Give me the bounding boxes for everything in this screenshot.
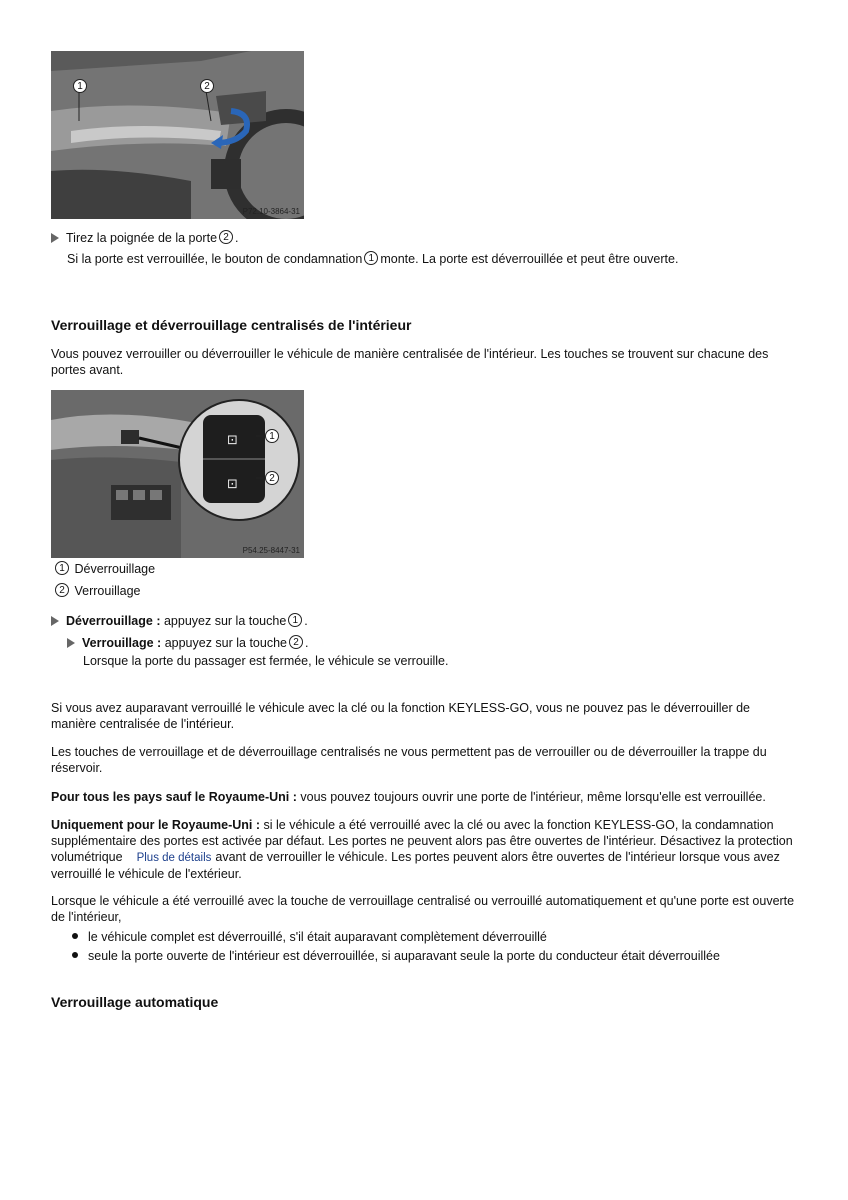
section-heading-central-locking: Verrouillage et déverrouillage centralisés de l'intérieur [51, 317, 412, 333]
door-handle-illustration [51, 51, 304, 219]
paragraph-text: si le véhicule a été verrouillé avec la clé ou avec la fonction KEYLESS-GO, la condamnation supplémentaire des portes est activée par défaut. Les portes ne peuvent alors pas être ouvertes de l'intérieur. Désactivez la protection volumétrique [51, 818, 793, 864]
step-end: . [305, 636, 309, 650]
bullet-item [72, 948, 812, 964]
step-arrow-icon [51, 233, 59, 243]
callout-2: 2 [200, 79, 214, 93]
step-num: 2 [289, 635, 303, 649]
paragraph-fuel-flap: Les touches de verrouillage et de déverrouillage centralisés ne vous permettent pas de verrouiller ou de déverrouiller la trappe du réservoir. [51, 745, 767, 775]
paragraph-text-end: avant de verrouiller le véhicule. Les portes peuvent alors être ouvertes de l'intérieur lorsque vous avez verrouillé le véhicule de l'extérieur. [51, 850, 780, 881]
legend-label: Déverrouillage [74, 562, 156, 576]
step-bold: Déverrouillage : [66, 614, 161, 628]
step-num: 1 [288, 613, 302, 627]
legend-label: Verrouillage [74, 584, 141, 598]
callout-1: 1 [73, 79, 87, 93]
callout-2: 2 [265, 471, 279, 485]
bullet-icon [72, 933, 78, 939]
step-bold: Verrouillage : [82, 636, 162, 650]
figure-code: P54.25-8447-31 [242, 546, 300, 555]
legend-num: 2 [55, 583, 69, 597]
step-end: . [235, 231, 239, 245]
step-arrow-icon [67, 638, 75, 648]
more-details-link[interactable]: Plus de détails [136, 852, 212, 864]
door-handle-figure [51, 51, 304, 219]
step-text: appuyez sur la touche [163, 614, 287, 628]
legend-item [53, 583, 141, 599]
bullet-text: seule la porte ouverte de l'intérieur est déverrouillée, si auparavant seule la porte du conducteur était déverrouillée [88, 949, 720, 963]
paragraph-bold: Pour tous les pays sauf le Royaume-Uni : [51, 790, 297, 804]
substep-num: 1 [364, 251, 378, 265]
paragraph-keyless: Si vous avez auparavant verrouillé le véhicule avec la clé ou la fonction KEYLESS-GO, vous ne pouvez pas le déverrouiller de manière centralisée de l'intérieur. [51, 701, 750, 731]
step-arrow-icon [51, 616, 59, 626]
figure-code: P72.10-3864-31 [242, 207, 300, 216]
bullet-text: le véhicule complet est déverrouillé, s'il était auparavant complètement déverrouillé [88, 930, 547, 944]
legend-num: 1 [55, 561, 69, 575]
svg-text:⊡: ⊡ [227, 433, 238, 448]
bullet-item [72, 929, 812, 945]
step-end: . [304, 614, 308, 628]
svg-text:⊡: ⊡ [227, 477, 238, 492]
legend-item [53, 561, 155, 577]
callout-1: 1 [265, 429, 279, 443]
paragraph-uk-only [51, 817, 796, 882]
lock-buttons-figure [51, 390, 304, 558]
substep-text: Si la porte est verrouillée, le bouton de condamnation [67, 252, 363, 266]
section-heading-auto-lock: Verrouillage automatique [51, 994, 219, 1010]
paragraph-text: vous pouvez toujours ouvrir une porte de l'intérieur, même lorsqu'elle est verrouillée. [300, 790, 766, 804]
substep-text-end: monte. La porte est déverrouillée et peut être ouverte. [380, 252, 679, 266]
paragraph-all-countries [51, 789, 796, 805]
step-text: appuyez sur la touche [164, 636, 287, 650]
intro-paragraph: Vous pouvez verrouiller ou déverrouiller le véhicule de manière centralisée de l'intérieur. Les touches se trouvent sur chacune des portes avant. [51, 347, 769, 377]
step-pull-handle [51, 230, 811, 246]
step-num: 2 [219, 230, 233, 244]
step-text: Tirez la poignée de la porte [66, 231, 218, 245]
step-lock [67, 635, 827, 651]
step-lock-sub: Lorsque la porte du passager est fermée, le véhicule se verrouille. [83, 654, 449, 668]
bullet-icon [72, 952, 78, 958]
step-unlock [51, 613, 811, 629]
paragraph-bold: Uniquement pour le Royaume-Uni : [51, 818, 261, 832]
paragraph-auto-lock: Lorsque le véhicule a été verrouillé avec la touche de verrouillage centralisé ou verrouillé automatiquement et qu'une porte est ouverte de l'intérieur, [51, 894, 795, 924]
step-substep [67, 251, 827, 267]
